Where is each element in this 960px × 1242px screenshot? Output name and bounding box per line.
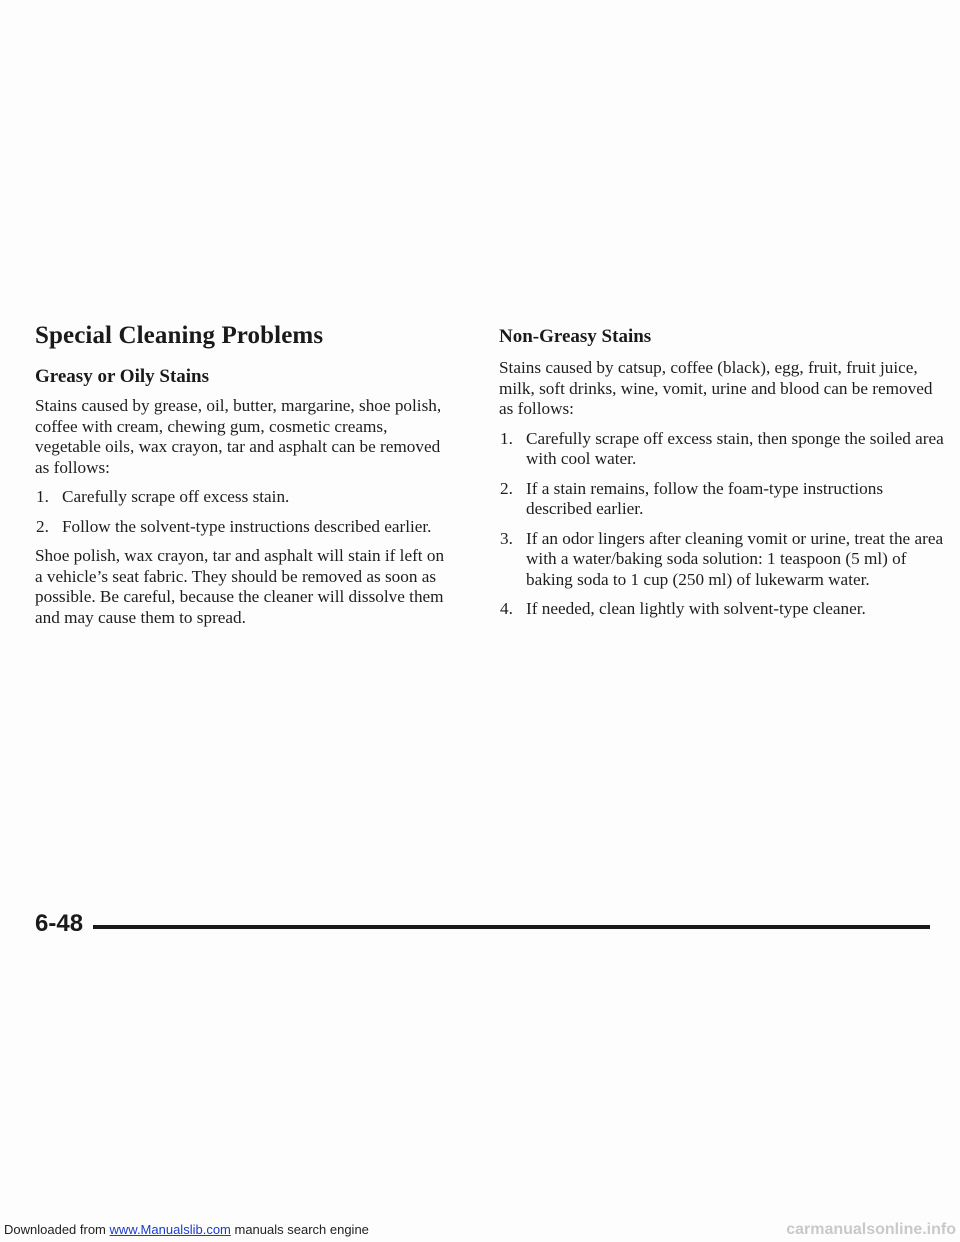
download-notice <box>4 1222 369 1237</box>
download-prefix: Downloaded from <box>4 1222 110 1237</box>
step-number: 3. <box>500 528 513 548</box>
step-text: Carefully scrape off excess stain. <box>62 487 290 506</box>
download-banner <box>0 1220 960 1242</box>
greasy-stains-steps <box>35 487 455 537</box>
site-watermark: carmanualsonline.info <box>786 1221 956 1238</box>
step-number: 1. <box>36 487 49 506</box>
manualslib-link[interactable]: www.Manualslib.com <box>109 1222 231 1237</box>
footer-rule <box>93 925 930 929</box>
download-suffix: manuals search engine <box>230 1222 369 1237</box>
greasy-stains-heading: Greasy or Oily Stains <box>35 366 210 387</box>
list-item <box>499 429 944 470</box>
page-number: 6-48 <box>35 910 84 937</box>
right-column <box>499 322 944 629</box>
step-number: 1. <box>500 428 513 448</box>
list-item <box>35 487 455 508</box>
step-number: 2. <box>36 516 49 536</box>
non-greasy-stains-heading: Non-Greasy Stains <box>499 326 652 347</box>
list-item <box>35 517 455 538</box>
greasy-stains-intro: Stains caused by grease, oil, butter, margarine, shoe polish, coffee with cream, chewing gum, cosmetic creams, vegetable oils, wax crayon, tar and asphalt can be removed as follows: <box>35 396 442 477</box>
list-item <box>499 599 944 620</box>
non-greasy-stains-steps <box>499 429 944 620</box>
non-greasy-stains-intro: Stains caused by catsup, coffee (black), egg, fruit, fruit juice, milk, soft drinks, wine, vomit, urine and blood can be removed as follows: <box>499 358 933 418</box>
step-text: If an odor lingers after cleaning vomit or urine, treat the area with a water/baking soda solution: 1 teaspoon (5 ml) of baking soda to 1 cup (250 ml) of lukewarm water. <box>526 528 944 589</box>
step-number: 4. <box>500 599 513 618</box>
list-item <box>499 479 944 520</box>
step-text: Carefully scrape off excess stain, then sponge the soiled area with cool water. <box>526 428 944 468</box>
list-item <box>499 529 944 591</box>
left-column <box>35 322 455 637</box>
step-text: If needed, clean lightly with solvent-type cleaner. <box>526 599 866 618</box>
step-text: Follow the solvent-type instructions described earlier. <box>62 516 432 536</box>
section-title: Special Cleaning Problems <box>35 322 324 349</box>
step-text: If a stain remains, follow the foam-type instructions described earlier. <box>526 478 884 518</box>
greasy-stains-note: Shoe polish, wax crayon, tar and asphalt will stain if left on a vehicle’s seat fabric. They should be removed as soon as possible. Be careful, because the cleaner will dissolve them and may cause them to spread. <box>35 546 445 627</box>
page-footer <box>35 910 930 944</box>
step-number: 2. <box>500 478 513 498</box>
